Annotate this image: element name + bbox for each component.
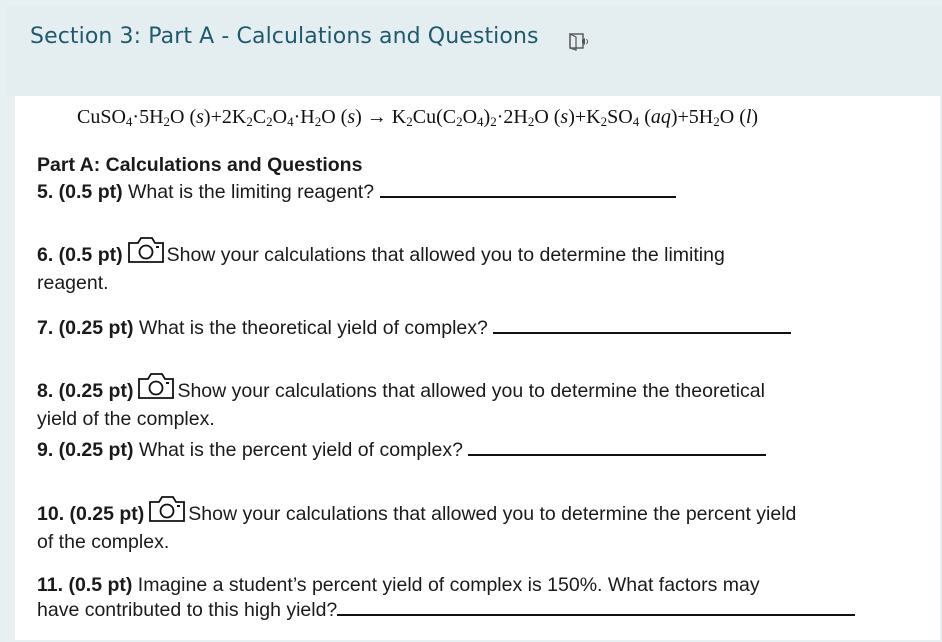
question-text-cont: of the complex. (37, 531, 170, 553)
eq-state: s (347, 106, 356, 128)
question-number: 7. (0.25 pt) (37, 317, 134, 339)
eq-part: ·H (293, 106, 315, 128)
eq-sub: 2 (490, 114, 497, 129)
question-text-cont: reagent. (37, 272, 109, 294)
question-number: 9. (0.25 pt) (37, 439, 134, 461)
section-title: Section 3: Part A - Calculations and Questions (30, 24, 539, 49)
question-text: Show your calculations that allowed you to determine the limiting (166, 244, 725, 266)
eq-arrow: ) → K (355, 106, 407, 128)
eq-state: s (196, 106, 204, 128)
eq-part: CuSO (77, 106, 126, 128)
eq-sub: 2 (246, 114, 253, 129)
eq-part: O (462, 106, 478, 128)
question-image (15, 96, 940, 640)
immersive-reader-icon[interactable] (568, 30, 590, 52)
question-8 (37, 372, 765, 432)
eq-sub: 2 (266, 114, 273, 129)
question-text: What is the theoretical yield of complex? (138, 317, 488, 339)
eq-state: l (745, 106, 752, 128)
eq-sub: 4 (477, 114, 484, 129)
eq-part: ·2H (496, 106, 528, 128)
question-text: What is the percent yield of complex? (138, 439, 463, 461)
eq-part: ) (483, 106, 491, 128)
eq-sub: 2 (713, 114, 720, 129)
eq-part: ( (639, 106, 651, 128)
eq-part: O (272, 106, 288, 128)
eq-state: aq (650, 106, 671, 128)
question-text: Show your calculations that allowed you to determine the percent yield (188, 503, 797, 525)
eq-sub: 2 (163, 114, 171, 129)
question-5 (37, 180, 676, 205)
question-number: 5. (0.5 pt) (37, 181, 123, 203)
eq-sub: 2 (456, 114, 463, 129)
eq-state: s (560, 106, 569, 128)
eq-sub: 4 (125, 114, 133, 129)
eq-sub: 2 (527, 114, 535, 129)
part-heading: Part A: Calculations and Questions (37, 154, 363, 176)
question-text: What is the limiting reagent? (128, 181, 375, 203)
eq-part: SO (607, 106, 633, 128)
question-text-cont: have contributed to this high yield? (37, 599, 338, 621)
question-6 (37, 236, 725, 296)
reaction-equation (77, 106, 877, 129)
eq-sub: 4 (287, 114, 294, 129)
eq-sub: 4 (632, 114, 640, 129)
eq-part: O ( (170, 106, 197, 128)
answer-blank (493, 318, 791, 334)
eq-part: Cu(C (412, 106, 457, 128)
eq-part: )+5H (670, 106, 714, 128)
eq-part: O ( (719, 106, 746, 128)
question-number: 6. (0.5 pt) (37, 244, 123, 266)
camera-icon[interactable] (148, 495, 186, 530)
question-number: 10. (0.25 pt) (37, 503, 145, 525)
question-9 (37, 438, 766, 463)
question-text-cont: yield of the complex. (37, 408, 215, 430)
answer-blank (380, 182, 676, 198)
question-10 (37, 495, 796, 555)
question-number: 8. (0.25 pt) (37, 380, 134, 402)
eq-sub: 2 (314, 114, 322, 129)
eq-part: )+K (568, 106, 601, 128)
section-header (6, 6, 942, 96)
question-text: Imagine a student’s percent yield of complex is 150%. What factors may (137, 574, 760, 596)
eq-part: C (252, 106, 267, 128)
eq-part: O ( (321, 106, 348, 128)
eq-part: O ( (534, 106, 561, 128)
content-frame (6, 6, 942, 642)
camera-icon[interactable] (127, 236, 165, 271)
question-text: Show your calculations that allowed you to determine the theoretical (177, 380, 765, 402)
eq-sub: 2 (406, 114, 413, 129)
eq-sub: 2 (600, 114, 608, 129)
eq-part: )+2K (203, 106, 247, 128)
question-number: 11. (0.5 pt) (37, 574, 133, 596)
question-7 (37, 316, 791, 341)
answer-blank (468, 440, 766, 456)
answer-blank (337, 600, 855, 616)
eq-part: ·5H (132, 106, 164, 128)
camera-icon[interactable] (137, 372, 175, 407)
question-11 (37, 573, 855, 623)
eq-part: ) (751, 106, 759, 128)
